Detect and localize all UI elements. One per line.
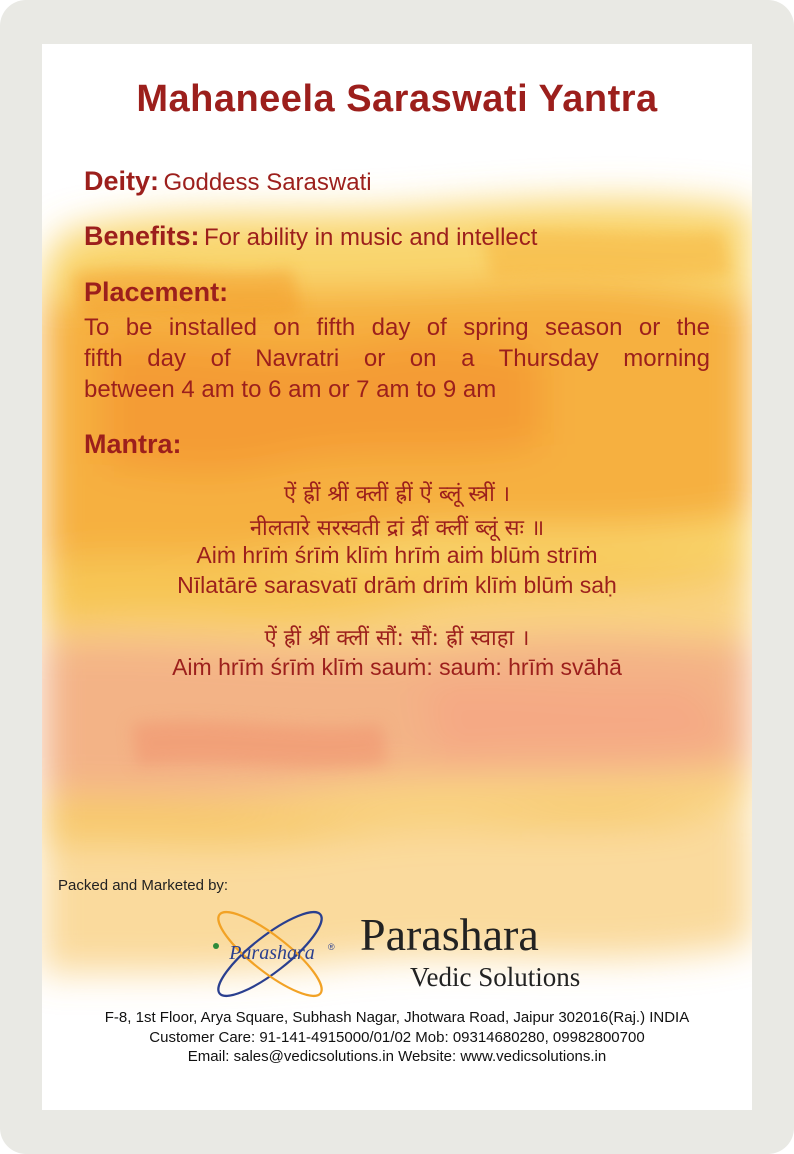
placement-label: Placement: bbox=[84, 277, 229, 307]
deity-label: Deity: bbox=[84, 166, 160, 196]
placement-text bbox=[84, 312, 710, 405]
mantra-transliteration-line-1: Aiṁ hrīṁ śrīṁ klīṁ hrīṁ aiṁ blūṁ strīṁ bbox=[196, 542, 598, 568]
mantra-devanagari-line-2: नीलतारे सरस्वती द्रां द्रीं क्लीं ब्लूं सः ॥ bbox=[249, 516, 545, 541]
benefits-row bbox=[84, 221, 537, 252]
brand-name: Parashara bbox=[360, 909, 539, 960]
mantra-transliteration-line-3: Aiṁ hrīṁ śrīṁ klīṁ sauṁ: sauṁ: hrīṁ svāhā bbox=[172, 654, 622, 680]
placement-line: fifth day of Navratri or on a Thursday morning bbox=[84, 345, 710, 372]
mantra-devanagari-line-3: ऐं ह्रीं श्रीं क्लीं सौं: सौं: ह्रीं स्वाहा । bbox=[264, 626, 530, 651]
page-title: Mahaneela Saraswati Yantra bbox=[136, 78, 658, 120]
mantra-devanagari-line-1: ऐं ह्रीं श्रीं क्लीं ह्रीं ऐं ब्लूं स्त्रीं । bbox=[283, 482, 511, 507]
deity-row bbox=[84, 166, 372, 197]
brand-subtitle: Vedic Solutions bbox=[410, 962, 581, 992]
placement-line: To be installed on fifth day of spring season or the bbox=[84, 314, 710, 341]
placement-line: between 4 am to 6 am or 7 am to 9 am bbox=[84, 376, 497, 403]
packed-by-label: Packed and Marketed by: bbox=[58, 877, 229, 894]
logo-mark-text: Parashara bbox=[229, 942, 315, 964]
footer-customer-care: Customer Care: 91-141-4915000/01/02 Mob: 09314680280, 09982800700 bbox=[149, 1029, 645, 1046]
footer-contact: Email: sales@vedicsolutions.in Website: www.vedicsolutions.in bbox=[187, 1048, 607, 1065]
deity-value: Goddess Saraswati bbox=[163, 169, 372, 196]
yantra-card bbox=[42, 44, 752, 1110]
benefits-value: For ability in music and intellect bbox=[203, 224, 538, 251]
parashara-logo-icon bbox=[202, 904, 338, 1004]
mantra-transliteration-line-2: Nīlatārē sarasvatī drāṁ drīṁ klīṁ blūṁ saḥ bbox=[177, 572, 617, 598]
footer-address: F-8, 1st Floor, Arya Square, Subhash Nagar, Jhotwara Road, Jaipur 302016(Raj.) INDIA bbox=[104, 1009, 690, 1026]
registered-mark: ® bbox=[328, 942, 335, 952]
mantra-label: Mantra: bbox=[84, 429, 182, 459]
benefits-label: Benefits: bbox=[84, 221, 200, 251]
